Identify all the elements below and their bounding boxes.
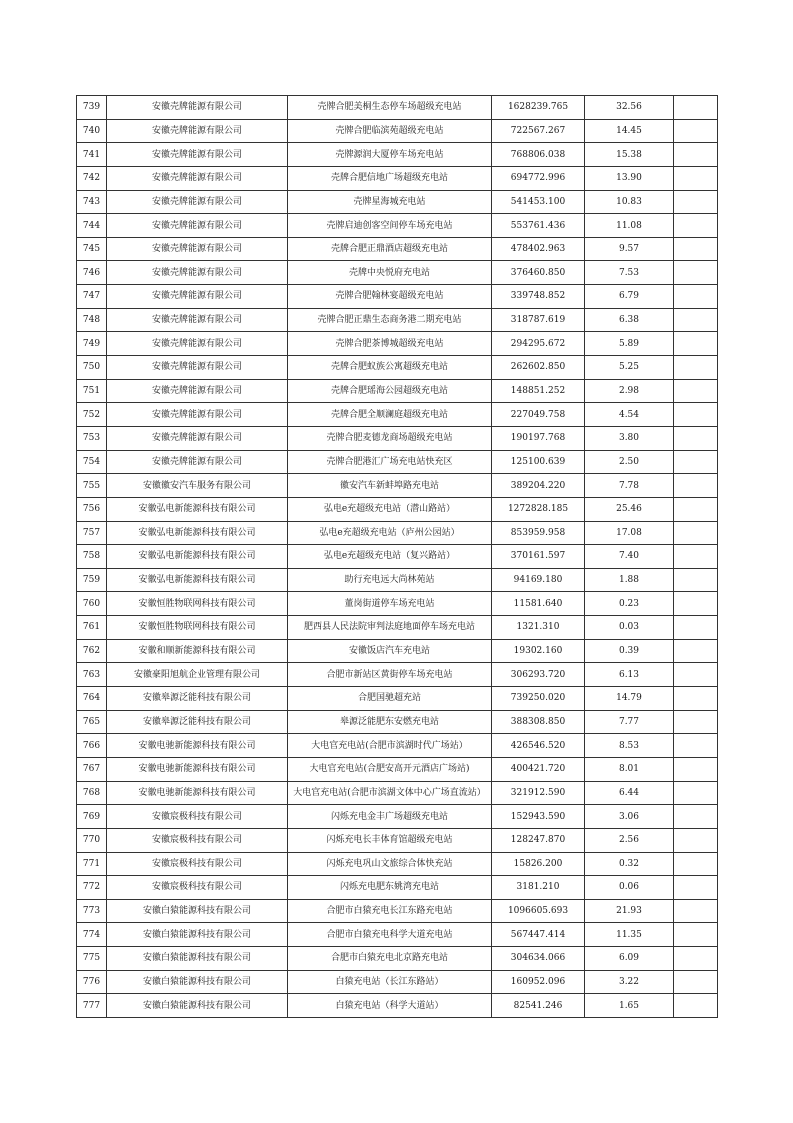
company-name-cell: 安徽壳牌能源有限公司	[107, 214, 288, 238]
company-name-cell: 安徽壳牌能源有限公司	[107, 450, 288, 474]
table-row	[77, 923, 718, 947]
table-row	[77, 687, 718, 711]
row-index-cell: 754	[77, 450, 107, 474]
table-row	[77, 426, 718, 450]
station-name-cell: 壳牌源润大厦停车场充电站	[288, 143, 492, 167]
table-row	[77, 663, 718, 687]
company-name-cell: 安徽电驰新能源科技有限公司	[107, 757, 288, 781]
row-index-cell: 753	[77, 426, 107, 450]
percent-cell: 3.80	[585, 426, 674, 450]
percent-cell: 2.50	[585, 450, 674, 474]
row-index-cell: 765	[77, 710, 107, 734]
table-row	[77, 332, 718, 356]
company-name-cell: 安徽壳牌能源有限公司	[107, 119, 288, 143]
percent-cell: 7.53	[585, 261, 674, 285]
company-name-cell: 安徽恒胜物联网科技有限公司	[107, 616, 288, 640]
table-row	[77, 734, 718, 758]
note-cell	[674, 119, 718, 143]
charging-value-cell: 853959.958	[492, 521, 585, 545]
row-index-cell: 752	[77, 403, 107, 427]
row-index-cell: 773	[77, 899, 107, 923]
note-cell	[674, 616, 718, 640]
percent-cell: 6.09	[585, 947, 674, 971]
company-name-cell: 安徽宸极科技有限公司	[107, 876, 288, 900]
charging-value-cell: 768806.038	[492, 143, 585, 167]
table-row	[77, 876, 718, 900]
table-row	[77, 616, 718, 640]
company-name-cell: 安徽白猿能源科技有限公司	[107, 970, 288, 994]
row-index-cell: 763	[77, 663, 107, 687]
note-cell	[674, 970, 718, 994]
charging-value-cell: 541453.100	[492, 190, 585, 214]
percent-cell: 14.45	[585, 119, 674, 143]
row-index-cell: 749	[77, 332, 107, 356]
table-row	[77, 947, 718, 971]
company-name-cell: 安徽壳牌能源有限公司	[107, 190, 288, 214]
row-index-cell: 771	[77, 852, 107, 876]
table-row	[77, 757, 718, 781]
table-row	[77, 474, 718, 498]
station-name-cell: 壳牌合肥信地广场超级充电站	[288, 166, 492, 190]
table-row	[77, 143, 718, 167]
charging-value-cell: 388308.850	[492, 710, 585, 734]
note-cell	[674, 285, 718, 309]
percent-cell: 0.06	[585, 876, 674, 900]
percent-cell: 11.08	[585, 214, 674, 238]
row-index-cell: 757	[77, 521, 107, 545]
charging-value-cell: 722567.267	[492, 119, 585, 143]
percent-cell: 17.08	[585, 521, 674, 545]
company-name-cell: 安徽壳牌能源有限公司	[107, 237, 288, 261]
company-name-cell: 安徽弘电新能源科技有限公司	[107, 545, 288, 569]
percent-cell: 7.77	[585, 710, 674, 734]
percent-cell: 8.53	[585, 734, 674, 758]
percent-cell: 1.88	[585, 568, 674, 592]
table-row	[77, 119, 718, 143]
charging-value-cell: 400421.720	[492, 757, 585, 781]
percent-cell: 10.83	[585, 190, 674, 214]
company-name-cell: 安徽豪阳旭航企业管理有限公司	[107, 663, 288, 687]
note-cell	[674, 190, 718, 214]
row-index-cell: 741	[77, 143, 107, 167]
company-name-cell: 安徽徽安汽车服务有限公司	[107, 474, 288, 498]
station-name-cell: 皋源泛能肥东安燃充电站	[288, 710, 492, 734]
company-name-cell: 安徽电驰新能源科技有限公司	[107, 734, 288, 758]
note-cell	[674, 852, 718, 876]
station-name-cell: 安徽饭店汽车充电站	[288, 639, 492, 663]
table-row	[77, 545, 718, 569]
station-name-cell: 壳牌合肥港汇广场充电站快充区	[288, 450, 492, 474]
station-name-cell: 壳牌星海城充电站	[288, 190, 492, 214]
company-name-cell: 安徽壳牌能源有限公司	[107, 426, 288, 450]
charging-value-cell: 152943.590	[492, 805, 585, 829]
note-cell	[674, 876, 718, 900]
station-name-cell: 合肥国驰超充站	[288, 687, 492, 711]
charging-value-cell: 376460.850	[492, 261, 585, 285]
charging-value-cell: 339748.852	[492, 285, 585, 309]
row-index-cell: 740	[77, 119, 107, 143]
row-index-cell: 772	[77, 876, 107, 900]
station-name-cell: 闪烁充电巩山文旅综合体快充站	[288, 852, 492, 876]
station-name-cell: 壳牌合肥瑶海公园超级充电站	[288, 379, 492, 403]
station-name-cell: 肥西县人民法院审判法庭地面停车场充电站	[288, 616, 492, 640]
table-body	[77, 96, 718, 1018]
charging-value-cell: 306293.720	[492, 663, 585, 687]
charging-value-cell: 19302.160	[492, 639, 585, 663]
company-name-cell: 安徽弘电新能源科技有限公司	[107, 497, 288, 521]
table-row	[77, 308, 718, 332]
note-cell	[674, 166, 718, 190]
charging-value-cell: 94169.180	[492, 568, 585, 592]
note-cell	[674, 521, 718, 545]
note-cell	[674, 545, 718, 569]
company-name-cell: 安徽宸极科技有限公司	[107, 805, 288, 829]
table-row	[77, 710, 718, 734]
row-index-cell: 758	[77, 545, 107, 569]
station-name-cell: 壳牌中央悦府充电站	[288, 261, 492, 285]
table-row	[77, 994, 718, 1018]
charging-value-cell: 11581.640	[492, 592, 585, 616]
table-row	[77, 568, 718, 592]
company-name-cell: 安徽壳牌能源有限公司	[107, 166, 288, 190]
note-cell	[674, 237, 718, 261]
percent-cell: 0.39	[585, 639, 674, 663]
station-name-cell: 大电官充电站(合肥安高开元酒店广场站)	[288, 757, 492, 781]
note-cell	[674, 474, 718, 498]
company-name-cell: 安徽恒胜物联网科技有限公司	[107, 592, 288, 616]
note-cell	[674, 403, 718, 427]
charging-value-cell: 1096605.693	[492, 899, 585, 923]
station-name-cell: 壳牌合肥麦德龙商场超级充电站	[288, 426, 492, 450]
note-cell	[674, 308, 718, 332]
company-name-cell: 安徽壳牌能源有限公司	[107, 143, 288, 167]
charging-value-cell: 1628239.765	[492, 96, 585, 120]
percent-cell: 6.38	[585, 308, 674, 332]
row-index-cell: 769	[77, 805, 107, 829]
company-name-cell: 安徽白猿能源科技有限公司	[107, 923, 288, 947]
percent-cell: 32.56	[585, 96, 674, 120]
row-index-cell: 739	[77, 96, 107, 120]
charging-value-cell: 262602.850	[492, 356, 585, 380]
station-name-cell: 壳牌合肥全顺澜庭超级充电站	[288, 403, 492, 427]
company-name-cell: 安徽皋源泛能科技有限公司	[107, 710, 288, 734]
note-cell	[674, 710, 718, 734]
row-index-cell: 743	[77, 190, 107, 214]
row-index-cell: 767	[77, 757, 107, 781]
row-index-cell: 764	[77, 687, 107, 711]
row-index-cell: 770	[77, 828, 107, 852]
percent-cell: 4.54	[585, 403, 674, 427]
charging-value-cell: 160952.096	[492, 970, 585, 994]
note-cell	[674, 947, 718, 971]
company-name-cell: 安徽壳牌能源有限公司	[107, 308, 288, 332]
charging-station-table	[76, 95, 718, 1018]
charging-value-cell: 553761.436	[492, 214, 585, 238]
percent-cell: 7.78	[585, 474, 674, 498]
charging-value-cell: 148851.252	[492, 379, 585, 403]
row-index-cell: 742	[77, 166, 107, 190]
company-name-cell: 安徽壳牌能源有限公司	[107, 285, 288, 309]
charging-value-cell: 1272828.185	[492, 497, 585, 521]
station-name-cell: 壳牌合肥临滨苑超级充电站	[288, 119, 492, 143]
table-row	[77, 852, 718, 876]
row-index-cell: 777	[77, 994, 107, 1018]
percent-cell: 2.98	[585, 379, 674, 403]
table-row	[77, 899, 718, 923]
row-index-cell: 776	[77, 970, 107, 994]
station-name-cell: 壳牌合肥正鼎生态商务港二期充电站	[288, 308, 492, 332]
percent-cell: 6.44	[585, 781, 674, 805]
percent-cell: 7.40	[585, 545, 674, 569]
table-row	[77, 190, 718, 214]
station-name-cell: 壳牌合肥茶博城超级充电站	[288, 332, 492, 356]
row-index-cell: 760	[77, 592, 107, 616]
table-row	[77, 237, 718, 261]
charging-value-cell: 426546.520	[492, 734, 585, 758]
charging-value-cell: 294295.672	[492, 332, 585, 356]
station-name-cell: 闪烁充电肥东姚湾充电站	[288, 876, 492, 900]
charging-value-cell: 318787.619	[492, 308, 585, 332]
station-name-cell: 弘电e充超级充电站（庐州公园站）	[288, 521, 492, 545]
station-name-cell: 助行充电远大尚林苑站	[288, 568, 492, 592]
charging-value-cell: 82541.246	[492, 994, 585, 1018]
row-index-cell: 766	[77, 734, 107, 758]
company-name-cell: 安徽电驰新能源科技有限公司	[107, 781, 288, 805]
charging-value-cell: 15826.200	[492, 852, 585, 876]
percent-cell: 15.38	[585, 143, 674, 167]
percent-cell: 0.03	[585, 616, 674, 640]
table-row	[77, 261, 718, 285]
percent-cell: 1.65	[585, 994, 674, 1018]
station-name-cell: 合肥市白猿充电科学大道充电站	[288, 923, 492, 947]
row-index-cell: 759	[77, 568, 107, 592]
note-cell	[674, 592, 718, 616]
note-cell	[674, 639, 718, 663]
note-cell	[674, 899, 718, 923]
row-index-cell: 751	[77, 379, 107, 403]
table-row	[77, 521, 718, 545]
station-name-cell: 壳牌合肥翰林宴超级充电站	[288, 285, 492, 309]
note-cell	[674, 379, 718, 403]
charging-value-cell: 567447.414	[492, 923, 585, 947]
row-index-cell: 762	[77, 639, 107, 663]
station-name-cell: 董岗街道停车场充电站	[288, 592, 492, 616]
company-name-cell: 安徽壳牌能源有限公司	[107, 332, 288, 356]
company-name-cell: 安徽壳牌能源有限公司	[107, 379, 288, 403]
row-index-cell: 748	[77, 308, 107, 332]
row-index-cell: 747	[77, 285, 107, 309]
percent-cell: 11.35	[585, 923, 674, 947]
table-row	[77, 781, 718, 805]
percent-cell: 25.46	[585, 497, 674, 521]
charging-value-cell: 190197.768	[492, 426, 585, 450]
note-cell	[674, 214, 718, 238]
note-cell	[674, 143, 718, 167]
note-cell	[674, 96, 718, 120]
percent-cell: 21.93	[585, 899, 674, 923]
percent-cell: 6.79	[585, 285, 674, 309]
charging-value-cell: 739250.020	[492, 687, 585, 711]
charging-value-cell: 304634.066	[492, 947, 585, 971]
station-name-cell: 壳牌合肥美桐生态停车场超级充电站	[288, 96, 492, 120]
note-cell	[674, 781, 718, 805]
note-cell	[674, 450, 718, 474]
station-name-cell: 合肥市白猿充电北京路充电站	[288, 947, 492, 971]
percent-cell: 0.23	[585, 592, 674, 616]
company-name-cell: 安徽白猿能源科技有限公司	[107, 994, 288, 1018]
company-name-cell: 安徽宸极科技有限公司	[107, 828, 288, 852]
row-index-cell: 755	[77, 474, 107, 498]
charging-value-cell: 478402.963	[492, 237, 585, 261]
station-name-cell: 大电官充电站(合肥市滨湖时代广场站）	[288, 734, 492, 758]
percent-cell: 3.06	[585, 805, 674, 829]
row-index-cell: 750	[77, 356, 107, 380]
row-index-cell: 775	[77, 947, 107, 971]
row-index-cell: 756	[77, 497, 107, 521]
percent-cell: 0.32	[585, 852, 674, 876]
charging-value-cell: 370161.597	[492, 545, 585, 569]
company-name-cell: 安徽宸极科技有限公司	[107, 852, 288, 876]
percent-cell: 9.57	[585, 237, 674, 261]
station-name-cell: 大电官充电站(合肥市滨湖文体中心广场直流站）	[288, 781, 492, 805]
company-name-cell: 安徽壳牌能源有限公司	[107, 356, 288, 380]
note-cell	[674, 828, 718, 852]
station-name-cell: 徽安汽车新蚌埠路充电站	[288, 474, 492, 498]
table-row	[77, 96, 718, 120]
table-row	[77, 639, 718, 663]
table-row	[77, 450, 718, 474]
row-index-cell: 761	[77, 616, 107, 640]
percent-cell: 8.01	[585, 757, 674, 781]
company-name-cell: 安徽白猿能源科技有限公司	[107, 947, 288, 971]
table-row	[77, 403, 718, 427]
note-cell	[674, 568, 718, 592]
charging-value-cell: 321912.590	[492, 781, 585, 805]
station-name-cell: 壳牌启迪创客空间停车场充电站	[288, 214, 492, 238]
company-name-cell: 安徽白猿能源科技有限公司	[107, 899, 288, 923]
company-name-cell: 安徽弘电新能源科技有限公司	[107, 521, 288, 545]
percent-cell: 14.79	[585, 687, 674, 711]
row-index-cell: 774	[77, 923, 107, 947]
table-row	[77, 166, 718, 190]
note-cell	[674, 923, 718, 947]
station-name-cell: 白猿充电站（长江东路站）	[288, 970, 492, 994]
charging-value-cell: 389204.220	[492, 474, 585, 498]
station-name-cell: 合肥市白猿充电长江东路充电站	[288, 899, 492, 923]
company-name-cell: 安徽壳牌能源有限公司	[107, 261, 288, 285]
note-cell	[674, 994, 718, 1018]
station-name-cell: 闪烁充电金丰广场超级充电站	[288, 805, 492, 829]
company-name-cell: 安徽壳牌能源有限公司	[107, 403, 288, 427]
station-name-cell: 壳牌合肥蚁族公寓超级充电站	[288, 356, 492, 380]
company-name-cell: 安徽壳牌能源有限公司	[107, 96, 288, 120]
row-index-cell: 745	[77, 237, 107, 261]
table-row	[77, 285, 718, 309]
note-cell	[674, 757, 718, 781]
note-cell	[674, 426, 718, 450]
charging-value-cell: 3181.210	[492, 876, 585, 900]
station-name-cell: 弘电e充超级充电站（复兴路站）	[288, 545, 492, 569]
table-row	[77, 497, 718, 521]
percent-cell: 13.90	[585, 166, 674, 190]
percent-cell: 6.13	[585, 663, 674, 687]
percent-cell: 5.89	[585, 332, 674, 356]
company-name-cell: 安徽皋源泛能科技有限公司	[107, 687, 288, 711]
table-row	[77, 592, 718, 616]
row-index-cell: 768	[77, 781, 107, 805]
charging-value-cell: 125100.639	[492, 450, 585, 474]
percent-cell: 2.56	[585, 828, 674, 852]
note-cell	[674, 805, 718, 829]
percent-cell: 3.22	[585, 970, 674, 994]
charging-value-cell: 694772.996	[492, 166, 585, 190]
table-row	[77, 970, 718, 994]
row-index-cell: 746	[77, 261, 107, 285]
percent-cell: 5.25	[585, 356, 674, 380]
station-name-cell: 合肥市新站区黄街停车场充电站	[288, 663, 492, 687]
table-row	[77, 356, 718, 380]
company-name-cell: 安徽弘电新能源科技有限公司	[107, 568, 288, 592]
table-row	[77, 805, 718, 829]
note-cell	[674, 734, 718, 758]
note-cell	[674, 332, 718, 356]
note-cell	[674, 356, 718, 380]
company-name-cell: 安徽和顺新能源科技有限公司	[107, 639, 288, 663]
charging-value-cell: 1321.310	[492, 616, 585, 640]
station-name-cell: 白猿充电站（科学大道站）	[288, 994, 492, 1018]
note-cell	[674, 497, 718, 521]
table-row	[77, 214, 718, 238]
note-cell	[674, 261, 718, 285]
table-row	[77, 828, 718, 852]
table-row	[77, 379, 718, 403]
note-cell	[674, 687, 718, 711]
station-name-cell: 壳牌合肥正鼎酒店超级充电站	[288, 237, 492, 261]
station-name-cell: 闪烁充电长丰体育馆超级充电站	[288, 828, 492, 852]
charging-value-cell: 128247.870	[492, 828, 585, 852]
charging-value-cell: 227049.758	[492, 403, 585, 427]
station-name-cell: 弘电e充超级充电站（潜山路站）	[288, 497, 492, 521]
row-index-cell: 744	[77, 214, 107, 238]
note-cell	[674, 663, 718, 687]
